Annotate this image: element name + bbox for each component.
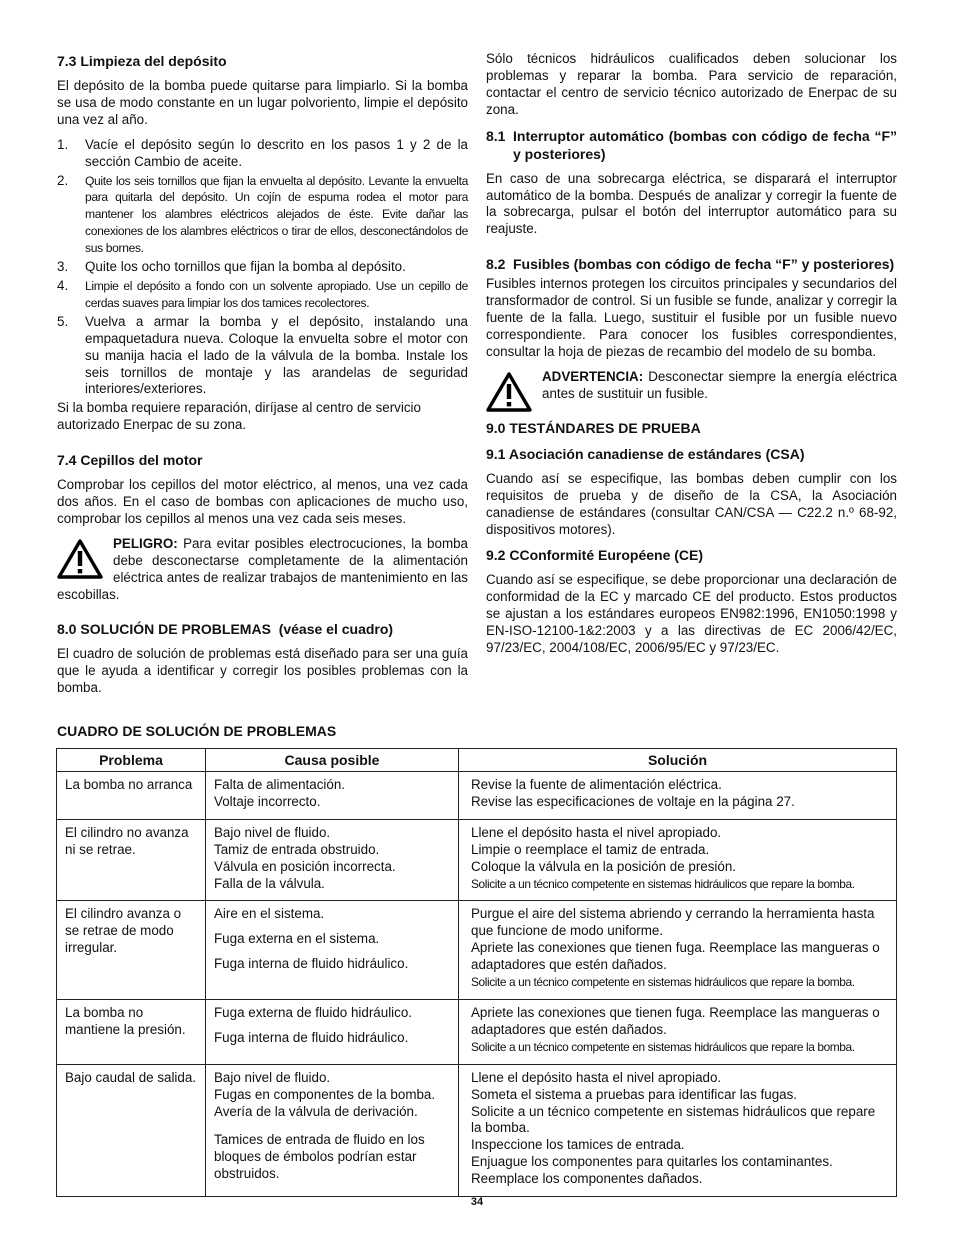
heading-8-0: 8.0 SOLUCIÓN DE PROBLEMAS (véase el cuadro): [57, 621, 394, 638]
cell-solution: Apriete las conexiones que tienen fuga. Reemplace las mangueras o adaptadores que estén dañados. Solicite a un técnico competente en sistemas hidráulicos que repare la bomba.: [459, 999, 897, 1064]
cell-solution: Llene el depósito hasta el nivel apropiado. Limpie o reemplace el tamiz de entrada. Coloque la válvula en la posición de presión. Solicite a un técnico competente en sistemas hidráulicos que repare la bomba.: [459, 819, 897, 901]
cell-cause: Bajo nivel de fluido. Tamiz de entrada obstruido. Válvula en posición incorrecta. Falla de la válvula.: [206, 819, 459, 901]
warning-text: Desconectar siempre la energía eléctrica antes de sustituir un fusible.: [542, 368, 897, 401]
warning-notice: [486, 369, 897, 415]
header-solution: Solución: [459, 749, 897, 772]
cell-solution: Llene el depósito hasta el nivel apropiado. Someta el sistema a pruebas para identificar las fugas. Solicite a un técnico competente en sistemas hidráulicos que repare la bomba. Inspeccione los tamices de entrada. Enjuague los componentes para quitarles los contaminantes. Reemplace los componentes dañados.: [459, 1064, 897, 1196]
paragraph-7-3-intro: El depósito de la bomba puede quitarse para limpiarlo. Si la bomba se usa de modo constante en un lugar polvoriento, limpie el depósito una vez al año.: [57, 78, 468, 127]
table-row: [57, 772, 897, 820]
cell-cause: Falta de alimentación. Voltaje incorrecto.: [206, 772, 459, 820]
header-cause: Causa posible: [206, 749, 459, 772]
cell-problem: La bomba no mantiene la presión.: [57, 999, 206, 1064]
step-5: 5. Vuelva a armar la bomba y el depósito, instalando una empaquetadura nueva. Coloque la envuelta sobre el motor con su manija hacia el lado de la válvula de la bomba. Instale los seis tornillos de montaje y las arandelas de seguridad interiores/exteriores.: [57, 313, 468, 397]
page-number: 34: [470, 1196, 484, 1208]
danger-text: Para evitar posibles electrocuciones, la bomba debe desconectarse completamente de la alimentación eléctrica antes de realizar trabajos de mantenimiento en las escobillas.: [57, 535, 468, 602]
paragraph-8-0: El cuadro de solución de problemas está diseñado para ser una guía que le ayuda a identificar y corregir los posibles problemas con la bomba.: [57, 646, 468, 696]
cell-solution: Purgue el aire del sistema abriendo y cerrando la herramienta hasta que funcione de modo uniforme. Apriete las conexiones que tienen fuga. Reemplace las mangueras o adaptadores que estén dañados. Solicite a un técnico competente en sistemas hidráulicos que repare la bomba.: [459, 901, 897, 1000]
cell-cause: Aire en el sistema. Fuga externa en el sistema. Fuga interna de fluido hidráulico.: [206, 901, 459, 1000]
paragraph-8-2: Fusibles internos protegen los circuitos principales y secundarios del transformador de control. Si un fusible se funde, analizar y corregir la fuente de la falla. Luego, sustituir el fusible por un fusible nuevo correspondiente. Para conocer los fusibles correspondientes, consultar la hoja de piezas de recambio del modelo de su bomba.: [486, 276, 897, 359]
left-column: [57, 52, 468, 697]
paragraph-9-1: Cuando así se especifique, las bombas deben cumplir con los requisitos de prueba y de diseño de la CSA, la Asociación canadiense de estándares (consultar CAN/CSA — C22.2 n.º 68-92, dispositivos motores).: [486, 470, 897, 537]
right-column: [486, 51, 897, 657]
step-1: 1. Vacíe el depósito según lo descrito en los pasos 1 y 2 de la sección Cambio de aceite.: [57, 136, 468, 169]
heading-9-2: 9.2 CConformité Européene (CE): [486, 547, 704, 564]
paragraph-8-1: En caso de una sobrecarga eléctrica, se disparará el interruptor automático de la bomba. Después de analizar y corregir la fuente de la sobrecarga, pulsar el botón del interruptor automático para su reajuste.: [486, 170, 897, 237]
cell-solution: Revise la fuente de alimentación eléctrica. Revise las especificaciones de voltaje en la página 27.: [459, 772, 897, 820]
troubleshooting-table: [56, 748, 897, 1197]
heading-8-1: 8.1 Interruptor automático (bombas con código de fecha “F” y posteriores): [486, 127, 897, 162]
header-problem: Problema: [57, 749, 206, 772]
cell-problem: El cilindro avanza o se retrae de modo irregular.: [57, 901, 206, 1000]
step-2: 2. Quite los seis tornillos que fijan la envuelta al depósito. Levante la envuelta para quitarla del depósito. Un cojín de espuma rodea el motor para mantener los alambres eléctricos alejados de éste. Evite dañar las conexiones de los alambres eléctricos o tirar de ellos, desconectándolos de sus bornes.: [57, 172, 468, 256]
paragraph-technicians: Sólo técnicos hidráulicos cualificados deben solucionar los problemas y reparar la bomba. Para servicio de reparación, contactar el centro de servicio técnico autorizado de Enerpac de su zona.: [486, 51, 897, 117]
paragraph-7-4: Comprobar los cepillos del motor eléctrico, al menos, una vez cada dos años. En el caso de bombas con aplicaciones de mucho uso, comprobar los cepillos al menos una vez cada seis meses.: [57, 477, 468, 526]
danger-label: PELIGRO:: [113, 535, 178, 551]
paragraph-repair: Si la bomba requiere reparación, diríjase al centro de servicio autorizado Enerpac de su zona.: [57, 400, 421, 433]
cell-problem: Bajo caudal de salida.: [57, 1064, 206, 1196]
warning-triangle-icon: [57, 538, 107, 582]
heading-9-0: 9.0 TESTÁNDARES DE PRUEBA: [486, 419, 701, 436]
table-row: [57, 819, 897, 901]
table-header-row: [57, 749, 897, 772]
table-row: [57, 901, 897, 1000]
cell-cause: Fuga externa de fluido hidráulico. Fuga interna de fluido hidráulico.: [206, 999, 459, 1064]
table-row: [57, 1064, 897, 1196]
cleaning-steps: [57, 137, 468, 399]
warning-triangle-icon: [486, 371, 536, 415]
heading-7-4: 7.4 Cepillos del motor: [57, 452, 203, 469]
cell-problem: La bomba no arranca: [57, 772, 206, 820]
warning-label: ADVERTENCIA:: [542, 368, 644, 384]
paragraph-9-2: Cuando así se especifique, se debe proporcionar una declaración de conformidad de la EC y marcado CE del producto. Estos productos se ajustan a los estándares europeos EN982:1996, EN1050:1998 y EN-ISO-12100-1&2:2003 y a las directivas de EC 2006/42/EC, 97/23/EC, 2004/108/EC, 2006/95/EC y 97/23/EC.: [486, 572, 897, 656]
danger-notice: [57, 536, 468, 604]
cell-problem: El cilindro no avanza ni se retrae.: [57, 819, 206, 901]
step-3: 3. Quite los ocho tornillos que fijan la bomba al depósito.: [57, 259, 406, 275]
heading-9-1: 9.1 Asociación canadiense de estándares (CSA): [486, 445, 805, 462]
heading-7-3: 7.3 Limpieza del depósito: [57, 53, 227, 69]
table-title: CUADRO DE SOLUCIÓN DE PROBLEMAS: [57, 723, 337, 739]
heading-8-2: 8.2 Fusibles (bombas con código de fecha “F” y posteriores): [486, 256, 895, 273]
step-4: 4. Limpie el depósito a fondo con un solvente apropiado. Use un cepillo de cerdas suaves para limpiar los dos tamices recolectores.: [57, 277, 468, 310]
table-row: [57, 999, 897, 1064]
cell-cause: Bajo nivel de fluido. Fugas en componentes de la bomba. Avería de la válvula de derivación. Tamices de entrada de fluido en los bloques de émbolos podrían estar obstruidos.: [206, 1064, 459, 1196]
